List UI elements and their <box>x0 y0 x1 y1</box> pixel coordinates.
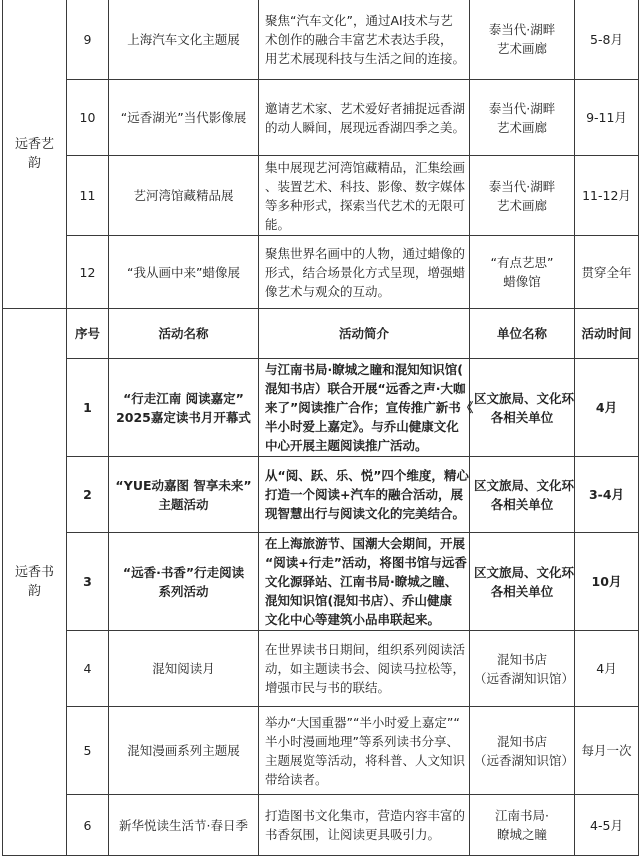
unit-cell <box>470 156 575 236</box>
table-row <box>3 236 639 309</box>
index-cell: 10 <box>67 80 109 156</box>
header-index: 序号 <box>67 309 109 359</box>
table-row <box>3 795 639 856</box>
unit-line: 混知书店 <box>496 733 547 749</box>
unit-line: 区文旅局、文化环 <box>474 477 575 493</box>
desc-line: 混知书店）联合开展“远香之声·大咖 <box>265 381 466 396</box>
unit-line: 泰当代·湖畔 <box>488 22 556 37</box>
desc-line: 增强市民与书的联结。 <box>265 680 391 695</box>
table-row <box>3 0 639 80</box>
desc-line: 从“阅、跃、乐、悦”四个维度，精心 <box>265 468 469 483</box>
activity-desc-cell <box>259 457 470 533</box>
desc-line: 来了”阅读推广合作；宣传推广新书《 <box>265 400 474 415</box>
header-time: 活动时间 <box>575 309 639 359</box>
unit-line: 各相关单位 <box>490 409 554 425</box>
activity-desc-cell <box>259 707 470 795</box>
desc-line: 打造图书文化集市，营造内容丰富的 <box>265 808 466 823</box>
table-row <box>3 533 639 631</box>
desc-line: 动，如主题读书会、阅读马拉松等， <box>265 661 466 676</box>
unit-line: （远香湖知识馆） <box>474 670 575 686</box>
time-cell: 贯穿全年 <box>575 236 639 309</box>
desc-line: 主题展览等活动，将科普、人文知识 <box>265 752 466 768</box>
time-cell: 5-8月 <box>575 0 639 80</box>
index-cell: 3 <box>67 533 109 631</box>
activity-name-cell <box>109 457 259 533</box>
desc-line: 用艺术展现科技与生活之间的连接。 <box>265 50 466 66</box>
unit-line: 各相关单位 <box>490 496 554 512</box>
desc-line: 半小时爱上嘉定》。与乔山健康文化 <box>265 419 459 434</box>
table-row <box>3 631 639 707</box>
time-cell: 每月一次 <box>575 707 639 795</box>
category-label: 远香艺韵 <box>14 136 54 171</box>
desc-line: 形式，结合场景化方式呈现，增强蜡 <box>265 264 466 280</box>
name-line: 系列活动 <box>158 583 209 599</box>
unit-line: 艺术画廊 <box>496 41 547 56</box>
name-line: 混知阅读月 <box>152 661 215 676</box>
activity-name-cell <box>109 795 259 856</box>
name-line: 2025嘉定读书月开幕式 <box>116 409 251 425</box>
unit-line: “有点艺思” <box>490 255 554 270</box>
activity-desc-cell <box>259 156 470 236</box>
desc-line: 能。 <box>265 216 291 232</box>
header-unit: 单位名称 <box>470 309 575 359</box>
category-cell <box>3 0 67 309</box>
table-row <box>3 80 639 156</box>
activity-desc-cell <box>259 631 470 707</box>
name-line: “YUE动嘉图 智享未来” <box>115 477 252 493</box>
desc-line: “阅读+行走”活动，将图书馆与远香 <box>265 555 467 570</box>
desc-line: 术创作的融合丰富艺术表达手段， <box>265 31 453 47</box>
activity-desc-cell <box>259 236 470 309</box>
table-row <box>3 359 639 457</box>
desc-line: 现智慧出行与阅读文化的完美结合。 <box>265 506 466 521</box>
time-cell: 10月 <box>575 533 639 631</box>
desc-line: 像艺术与观众的互动。 <box>265 283 391 299</box>
desc-line: 聚焦“汽车文化”，通过AI技术与艺 <box>265 12 453 28</box>
activity-name-cell: 艺河湾馆藏精品展 <box>109 156 259 236</box>
header-desc: 活动简介 <box>259 309 470 359</box>
activity-desc-cell <box>259 80 470 156</box>
unit-cell <box>470 631 575 707</box>
desc-line: 的动人瞬间，展现远香湖四季之美。 <box>265 119 466 135</box>
activity-name-cell: “我从画中来”蜡像展 <box>109 236 259 309</box>
index-cell: 9 <box>67 0 109 80</box>
desc-line: 邀请艺术家、艺术爱好者捕捉远香湖 <box>265 100 466 116</box>
time-cell: 4-5月 <box>575 795 639 856</box>
name-line: 主题活动 <box>158 496 209 512</box>
unit-line: 瞭城之瞳 <box>496 827 547 842</box>
desc-line: 文化中心等建筑小品串联起来。 <box>265 612 441 627</box>
desc-line: 半小时漫画地理”等系列读书分享、 <box>265 733 459 749</box>
time-cell: 3-4月 <box>575 457 639 533</box>
unit-line: （远香湖知识馆） <box>474 752 575 768</box>
activity-name-cell <box>109 707 259 795</box>
desc-line: 举办“大国重器”“半小时爱上嘉定”“ <box>265 714 460 730</box>
index-cell: 1 <box>67 359 109 457</box>
activity-desc-cell <box>259 359 474 457</box>
activity-table <box>2 0 639 856</box>
index-cell: 12 <box>67 236 109 309</box>
name-line: “行走江南 阅读嘉定” <box>123 390 244 406</box>
desc-line: 集中展现艺河湾馆藏精品，汇集绘画 <box>265 159 466 175</box>
unit-line: 江南书局· <box>495 808 549 823</box>
unit-line: 区文旅局、文化环 <box>474 390 575 406</box>
unit-line: 艺术画廊 <box>496 197 547 213</box>
desc-line: 打造一个阅读+汽车的融合活动，展 <box>265 487 463 502</box>
table-row <box>3 156 639 236</box>
unit-cell <box>470 0 575 80</box>
table-header-row <box>3 309 639 359</box>
unit-cell <box>470 707 575 795</box>
activity-desc-cell <box>259 533 470 631</box>
activity-name-cell <box>109 533 259 631</box>
activity-name-cell <box>109 359 259 457</box>
unit-cell <box>470 795 575 856</box>
unit-cell <box>470 533 575 631</box>
index-cell: 6 <box>67 795 109 856</box>
activity-name-cell: 上海汽车文化主题展 <box>109 0 259 80</box>
desc-line: 文化源驿站、江南书局·瞭城之瞳、 <box>265 574 458 589</box>
time-cell: 11-12月 <box>575 156 639 236</box>
activity-name-cell: “远香湖光”当代影像展 <box>109 80 259 156</box>
header-name: 活动名称 <box>109 309 259 359</box>
index-cell: 11 <box>67 156 109 236</box>
unit-line: 混知书店 <box>496 651 547 667</box>
time-cell: 9-11月 <box>575 80 639 156</box>
name-line: 混知漫画系列主题展 <box>127 743 240 758</box>
table-row <box>3 457 639 533</box>
desc-line: 书香氛围，让阅读更具吸引力。 <box>265 827 441 842</box>
unit-line: 艺术画廊 <box>496 119 547 135</box>
index-cell: 5 <box>67 707 109 795</box>
activity-desc-cell <box>259 795 470 856</box>
activity-desc-cell <box>259 0 470 80</box>
unit-line: 泰当代·湖畔 <box>488 178 556 194</box>
unit-line: 蜡像馆 <box>503 274 541 289</box>
desc-line: 、装置艺术、科技、影像、数字媒体 <box>265 178 466 194</box>
unit-line: 泰当代·湖畔 <box>488 100 556 116</box>
desc-line: 带给读者。 <box>265 771 328 787</box>
category-cell <box>3 309 67 856</box>
desc-line: 在上海旅游节、国潮大会期间，开展 <box>265 536 466 551</box>
category-label: 远香书韵 <box>14 565 54 599</box>
unit-line: 区文旅局、文化环 <box>474 564 575 580</box>
name-line: “远香·书香”行走阅读 <box>122 564 245 580</box>
time-cell: 4月 <box>575 631 639 707</box>
index-cell: 2 <box>67 457 109 533</box>
desc-line: 聚焦世界名画中的人物，通过蜡像的 <box>265 245 466 261</box>
unit-cell <box>470 359 575 457</box>
activity-name-cell <box>109 631 259 707</box>
desc-line: 与江南书局·瞭城之瞳和混知知识馆( <box>265 362 463 377</box>
unit-cell <box>470 80 575 156</box>
desc-line: 等多种形式，探索当代艺术的无限可 <box>265 197 466 213</box>
unit-line: 各相关单位 <box>490 583 554 599</box>
time-cell: 4月 <box>575 359 639 457</box>
desc-line: 混知知识馆(混知书店）、乔山健康 <box>265 593 452 608</box>
desc-line: 在世界读书日期间，组织系列阅读活 <box>265 642 466 657</box>
index-cell: 4 <box>67 631 109 707</box>
unit-cell <box>470 236 575 309</box>
table-row <box>3 707 639 795</box>
desc-line: 中心开展主题阅读推广活动。 <box>265 438 428 453</box>
name-line: 新华悦读生活节·春日季 <box>119 817 248 833</box>
unit-cell <box>470 457 575 533</box>
